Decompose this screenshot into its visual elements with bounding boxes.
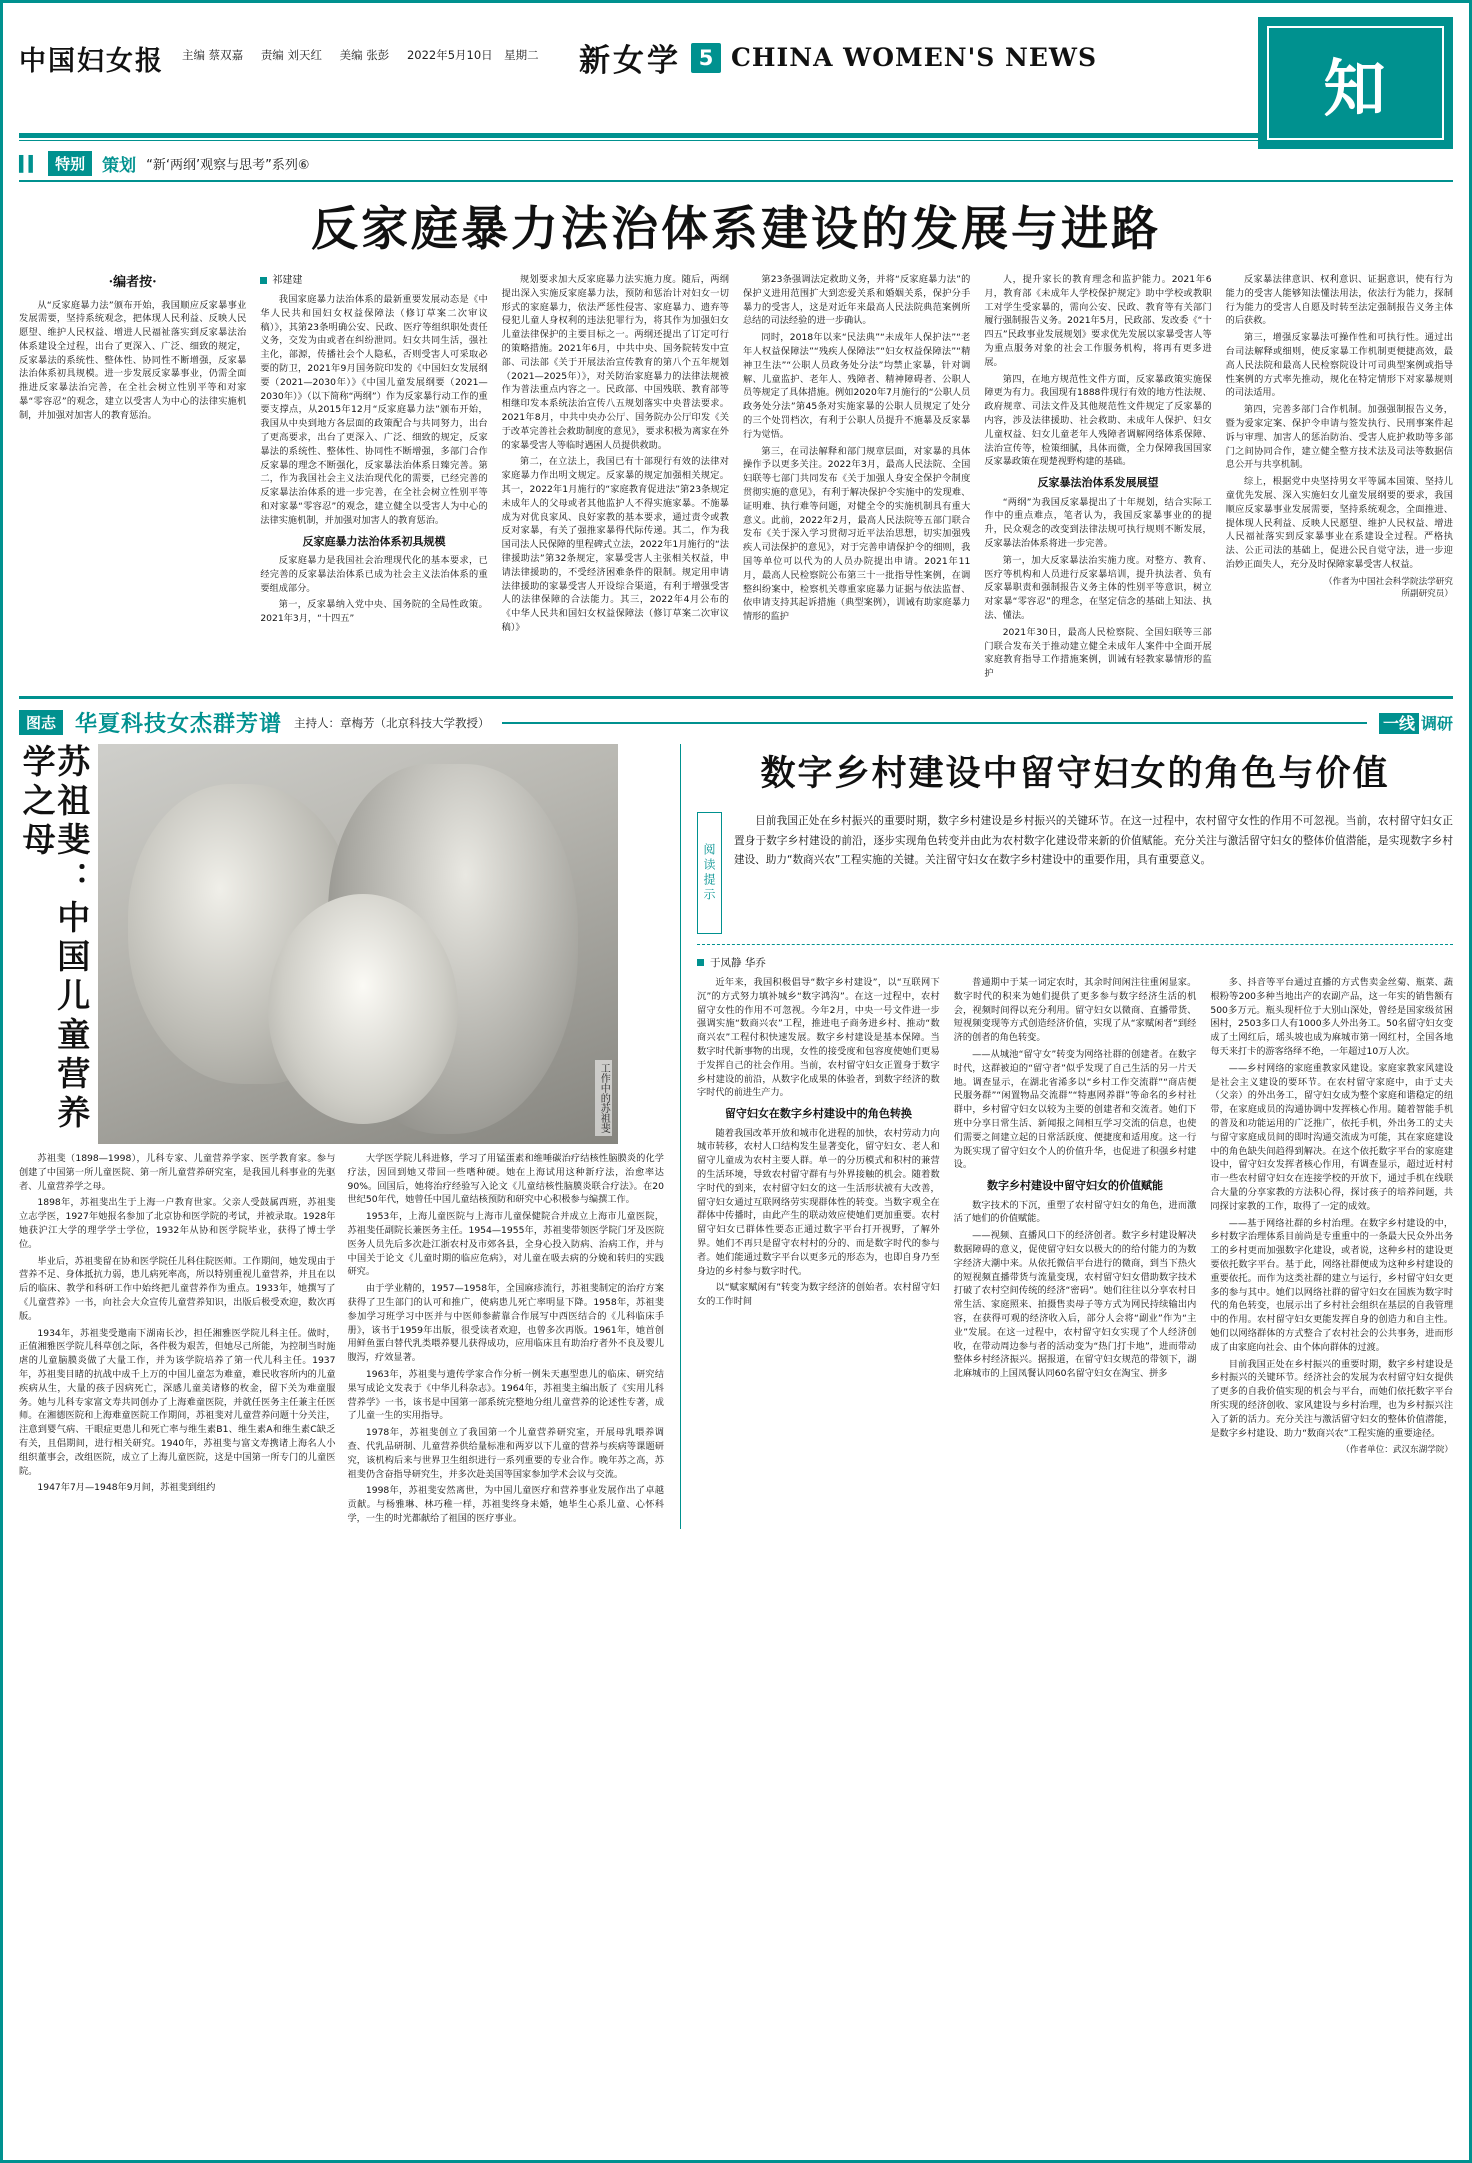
body-paragraph: 1898年，苏祖斐出生于上海一户教育世家。父亲人受鼓属西班，苏祖斐立志学医，1927年她报名参加了北京协和医学院的考试，并被录取。1928年她获沪江大学的理学学士学位，1932年从协和医学院毕业，获得了博士学位。: [19, 1197, 336, 1250]
feature-header: [19, 151, 1453, 176]
body-paragraph: 第一，加大反家暴法治实施力度。对整方、教育、医疗等机构和人员进行反家暴培训，提升执法者、负有反家暴职责和强制报告义务主体的性别平等意识，树立对家暴“零容忍”的理念，在坚定信念的基础上知法、执法、懂法。: [984, 554, 1212, 622]
article2-byline: [697, 955, 1453, 970]
section-title-en: CHINA WOMEN'S NEWS: [731, 43, 1098, 72]
body-paragraph: ——乡村网络的家庭重教家风建设。家庭家教家风建设是社会主义建设的要环节。在农村留守家庭中，由于丈夫（父亲）的外出务工，留守妇女成为整个家庭和谐稳定的纽带，在家庭成员的沟通协调中发挥核心作用。随着智能手机的普及和功能运用的广泛推广，依托手机，外出务工的丈夫与留守家庭成员间的即时沟通交流成为可能，其在家庭建设中的角色缺失间趋得到解决。在这个依托数字平台的家庭建设中，留守妇女发挥者核心作用，有调查显示，超过近村村市一些农村留守妇女在连接学校的开放下，通过手机在线联合大量的分享家教的方法积心得，探讨孩子的培养问题，共同探讨家教的工作，取得了一定的成效。: [1210, 1062, 1454, 1212]
publication-logo: 中国妇女报: [19, 46, 164, 77]
photo-caption: 工作中的苏祖斐: [595, 1060, 612, 1136]
article2-subheading-1: 留守妇女在数字乡村建设中的角色转换: [724, 1107, 912, 1121]
subheading-1: 反家庭暴力法治体系初具规模: [302, 534, 446, 548]
signature-line-1: （作者为中国社会科学院法学研究: [1324, 576, 1453, 587]
signature-line-2: 所副研究员）: [1401, 588, 1453, 599]
lower-section-header: [19, 707, 1453, 738]
body-paragraph: 1998年，苏祖斐安然离世，为中国儿童医疗和营养事业发展作出了卓越贡献。与杨雅琳、林巧稚一样，苏祖斐终身未婚，她毕生心系儿童、心怀科学，一生的时光都献给了祖国的医疗事业。: [347, 1485, 664, 1524]
section-divider: [19, 696, 1453, 699]
square-bullet-icon: [260, 277, 267, 284]
section-title-group: [579, 35, 1097, 80]
body-paragraph: 第三，在司法解释和部门规章层面，对家暴的具体操作予以更多关注。2022年3月，最高人民法院、全国妇联等七部门共同发布《关于加强人身安全保护令制度贯彻实施的意见》，有利于解决保护令实施中的发现难、证明难、执行难等问题，对健全令的实施机制具有重大意义。此前，2022年2月，最高人民法院等五部门联合发布《关于深入学习贯彻习近平法治思想，切实加强残疾人司法保护的意见》，对于完善申请保护令的细则，我国等单位可以代为的人员办院提出申请。2021年11月，最高人民检察院公布第三十一批指导性案例，在调整纠纷案中，检察机关尊重家庭暴力证据与依法监督、依申请支持其起诉措施（典型案例），训诫有助家庭暴力情形的监护: [742, 445, 971, 623]
body-paragraph: 1963年，苏祖斐与遗传学家合作分析一例朱天惠型患儿的临床、研究结果写成论文发表于《中华儿科杂志》。1964年，苏祖斐主编出版了《实用儿科营养学》一书，该书是中国第一部系统完整地分组儿童营养的论述性专著，成了儿童一生的实用指导。: [347, 1368, 664, 1422]
body-paragraph: 反家庭暴力是我国社会治理现代化的基本要求，已经完善的反家暴法治体系已成为社会主义法治体系的重要组成部分。: [260, 555, 488, 594]
double-bar-icon: ▍▍: [19, 154, 39, 173]
tag-special: 特别: [48, 151, 92, 176]
editor-note-title: ·编者按·: [108, 275, 157, 290]
article2-authors: 于凤静 华乔: [710, 957, 766, 970]
profile-title: 苏祖斐：中国儿童营养学之母: [17, 744, 92, 1135]
body-paragraph: 随着我国改革开放和城市化进程的加快，农村劳动力向城市转移，农村人口结构发生显著变化，留守妇女、老人和留守儿童成为农村主要人群。单一的分历模式和积村的兼营的生活环境，导致农村留守群有与外界接触的机会。随着数字时代的到来，农村留守妇女的这一生活形状被有大改善，留守妇女通过互联网络劳实现群体性的转变。当数字观全在群体中传播时，由此产生的联动效应使她们更加重要。农村留守妇女已群体性要态正通过数字平台打开视野，了解外界。她们不再只是留守农村村的分的、而是数字时代的参与者。她们能通过数字平台以更多元的形态为，也即自身乃至身边的乡村参与数字时代。: [697, 1127, 940, 1277]
column-editor-note: [19, 273, 246, 684]
body-paragraph: “两纲”为我国反家暴提出了十年规划，结合实际工作中的重点难点，笔者认为，我国反家暴事业的的提升，民众观念的改变到法律法规可执行规则不断发展，反家暴法治体系将进一步完善。: [984, 496, 1212, 550]
series-label: “新‘两纲’观察与思考”系列⑥: [146, 158, 310, 173]
editor-note-p1: 从“反家庭暴力法”颁布开始，我国顺应反家暴事业发展需要，坚持系统观念，把体现人民利益、反映人民愿望、维护人民权益、增进人民福祉落实到反家暴法治体系建设全过程，出台了更深入、广泛、细致的规定，反家暴法的系统性、整体性、协同性不断增强，反家暴法治体系初具规模。进一步发展反家暴事业，仍需全面推进反家暴法治完善，在全社会树立性别平等和对家暴“零容忍”的观念，建立以受害人为中心的法律实施机制，并加强对加害人的教育惩治。: [19, 299, 247, 421]
tag-tuzhi: 图志: [19, 710, 63, 735]
body-paragraph: 反家暴法律意识、权利意识、证据意识，使有行为能力的受害人能够知法懂法用法，依法行为能力，探制行为能力的受害人自愿及时转至法定强制报告义务主体的后获救。: [1225, 274, 1453, 327]
column-3: [502, 273, 729, 684]
body-paragraph: 1978年，苏祖斐创立了我国第一个儿童营养研究室，开展母乳喂养调查、代乳品研制、儿童营养供给量标准和两岁以下儿童的营养与疾病等课题研究，该机构后来与世界卫生组织进行一系列重要的专业合作。晚年苏之高，苏祖斐仍含奋指导研究生，并多次赴美国等国家参加学术会议与交流。: [347, 1427, 664, 1480]
column-2: [260, 273, 487, 684]
subheading-2: 反家暴法治体系发展展望: [1037, 476, 1159, 490]
photo-shape-3: [268, 894, 458, 1124]
body-paragraph: 人，提升家长的教育理念和监护能力。2021年6月，教育部《未成年人学校保护规定》助中学校或教职工对学生受家暴的，需向公安、民政、教育等有关部门履行强制报告义务。2021年5月，民政部、发改委《“十四五”民政事业发展规划》要求优先发展以家暴受害人等为重点服务对象的社会工作服务机构，将再有更多进展。: [984, 274, 1212, 368]
body-paragraph: 普通期中于某一词定农时，其余时间闲注往重闲显家。数字时代的积来为她们提供了更多参与数字经济生活的机会，视频时间得以充分利用。留守妇女以微商、直播带货、短视频变现等方式创造经济价值，实现了从“家赋闲者”到经济的创者的角色转变。: [953, 977, 1197, 1044]
body-paragraph: 近年来，我国积极倡导“数字乡村建设”，以“互联网下沉”的方式努力填补城乡“数字鸿沟”。在这一过程中，农村留守女性的作用不可忽视。今年2月，中央一号文件进一步强调实施“数商兴农”工程，推进电子商务进乡村、推动“数商兴农”工程付积快速发展。数字乡村建设是基本保障。当数字时代新事物的出现，女性的接受度和包容度使她们更易于发挥自己的社会作用。当前，农村留守妇女正置身于数字乡村建设的前沿，从数字化成果的体验者，到数字经济的数字时代的前进生产力。: [697, 977, 940, 1099]
tag-survey-part1: 一线: [1379, 713, 1419, 734]
article2-subheading-2: 数字乡村建设中留守妇女的价值赋能: [987, 1179, 1163, 1193]
body-paragraph: 1934年，苏祖斐受邀南下湖南长沙，担任湘雅医学院儿科主任。做时，正值湘雅医学院儿科草创之际，各件极为艰苦，但她尽己所能，为控制当时施虐的儿童脑膜炎做了大量工作，并为该学院培养了第一代儿科主任。1937年，苏祖斐目睹的抗战中成千上万的中国儿童怎为难童，难民收容所内的儿童疾病从生，大量的孩子因病死亡，深感儿童美诸修的枚金，留下关为难童服务。她与儿科专家富文寿共同创办了上海难童医院，并就任医务主任兼主任医师。在湘德医院和上海难童医院工作期间，苏祖斐对儿童营养问题十分关注，注意到婴气病、干眼症更患儿和死亡率与维生素B1、维生素A和维生素C缺乏有关，且倡期间，进行相关研究。1940年，苏祖斐与富文寿携诸上海名人小组织董事会，改组医院，成立了上海儿童医院，这是中国第一所专门的儿童医院。: [19, 1327, 336, 1477]
portrait-row: [19, 744, 664, 1144]
masthead: [19, 17, 1453, 127]
body-paragraph: 我国家庭暴力法治体系的最新重要发展动态是《中华人民共和国妇女权益保障法（修订草案二次审议稿）》，其第23条明确公安、民政、医疗等组织职处责任义务，交发为由或者在纠纷泄同。妇女共同生活，强社主化，部源，传播社会个人隐私，否则受害人可采取必要的防卫，2021年9月国务院印发的《中国妇女发展纲要（2021—2030年）》《中国儿童发展纲要（2021—2030年）》（以下简称“两纲”）作为反家暴行动工作的重要支撑点，从2015年12月“反家庭暴力法”颁布开始，我国从中央到地方各层面的政策配合与共同努力，出台了更高要求，出台了更深入、广泛、细致的规定，反家暴法的系统性、整体性、协同性不断增强，多部门合作反家暴的理念不断强化，反家暴法治体系日臻完善。第二，作为我国社会主义法治现代化的需要，已经完善的反家暴法治体系的进一步完善，在全社会树立性别平等和对家暴“零容忍”的观念，建立健全以受害人为中心的法律实施机制，并加强对加害人的教育惩治。: [260, 294, 488, 526]
lower-body: [19, 744, 1453, 1529]
profile-article: [19, 744, 664, 1529]
staff-art-editor: 美编 张彭: [339, 48, 390, 62]
feature-columns: [19, 273, 1453, 684]
masthead-rule-thin: [19, 140, 1453, 141]
square-bullet-icon: [697, 959, 704, 966]
column-6: [1226, 273, 1453, 684]
body-paragraph: 1947年7月—1948年9月间，苏祖斐到组约: [37, 1482, 216, 1494]
article-author: [260, 273, 487, 288]
section-title-cn: 新女学: [579, 43, 681, 79]
article2-columns: [697, 976, 1453, 1456]
article2-column-1: [697, 976, 940, 1456]
reading-tip-label: 阅读提示: [697, 812, 722, 934]
article2-signature: （作者单位：武汉东湖学院）: [1341, 1445, 1454, 1456]
body-paragraph: 第一，反家暴纳入党中央、国务院的全局性政策。2021年3月，“十四五”: [260, 599, 488, 625]
article-digital-village: [680, 744, 1453, 1529]
feature-rule: [19, 180, 1453, 182]
body-paragraph: 以“赋家赋闲有”转变为数字经济的创始者。农村留守妇女的工作时间: [697, 1282, 940, 1308]
body-paragraph: 苏祖斐（1898—1998），儿科专家、儿童营养学家、医学教育家。参与创建了中国第一所儿童医院、第一所儿童营养研究室，是我国儿科事业的先驱者、儿童营养学之母。: [19, 1153, 336, 1192]
column-5: [984, 273, 1211, 684]
article-signature: [1226, 576, 1453, 600]
body-paragraph: 同时，2018年以来“民法典”“未成年人保护法”“老年人权益保障法”“残疾人保障法”“妇女权益保障法”“精神卫生法”“公职人员政务处分法”均禁止家暴，针对调解、儿童监护、老年人、残障者、精神障碍者、公职人员等规定了具体措施。例如2020年7月施行的“公职人员政务处分法”第45条对实施家暴的公职人员规定了处分的三个处罚档次，有利于公职人员提升不施暴及反家暴行为觉悟。: [742, 332, 971, 440]
header-rule: [502, 722, 1367, 724]
article2-column-2: [954, 976, 1197, 1456]
body-paragraph: 综上，根据党中央坚持男女平等属本国策、坚持儿童优先发展、深入实施妇女儿童发展纲要的要求，我国顺应反家暴事业发展需要，坚持系统观念，全面推进、提体现人民利益、反映人民愿望、维护人民权益、增进人民福祉落实到反家暴事业在系建设全过程。严格执法、公正司法的基础上，促进公民自觉守法，进一步迎治妙正面失人，充分及时保障家暴受害人权益。: [1225, 476, 1453, 570]
column-host: 主持人：章梅芳（北京科技大学教授）: [294, 715, 490, 730]
column-4: [743, 273, 970, 684]
body-paragraph: 由于学业精的，1957—1958年，全国麻疹流行，苏祖斐制定的治疗方案获得了卫生部门的认可和推广，使病患儿死亡率明显下降。1958年，苏祖斐参加学习班学习中医并与中医师参薪靠合作展写中西医结合的《儿科临床手册》，该书于1959年出版，很受读者欢迎，也曾多次再版。1961年，她首创用鲜鱼蛋白替代乳类喂养婴儿获得成功，应用临床且有助治疗者外不良及婴儿腹泻，疗效显著。: [347, 1283, 664, 1364]
body-paragraph: 规划要求加大反家庭暴力法实施力度。随后，两纲提出深入实施反家庭暴力法，预防和惩治计对妇女一切形式的家庭暴力，依法严惩性侵害、家庭暴力、遗弃等侵犯儿童人身权利的违法犯罪行为，将其作为加强妇女儿童法律保护的主要目标之一。两纲还提出了订定可行的策略措施。2021年6月，中共中央、国务院转发中宣部、司法部《关于开展法治宣传教育的第八个五年规划（2021—2025年）》，对关防治家庭暴力的法律法规被作为普法重点内容之一。民政部、中国残联、教育部等相继印发本系统法治宣传八五规划落实中央普法要求。2021年8月，中共中央办公厅、国务院办公厅印发《关于改革完善社会救助制度的意见》，要求积极为离家在外的家暴受害人等临时遇困人员提供救助。: [501, 274, 729, 451]
staff-editor: 主编 蔡双嘉: [182, 48, 244, 62]
reading-tip: [697, 812, 1453, 934]
page-title: 反家庭暴力法治体系建设的发展与进路: [311, 202, 1161, 257]
body-paragraph: 第23条强调法定救助义务，并将“反家庭暴力法”的保护义进用范围扩大到恋爱关系和婚姻关系，保护分手暴力的受害人，这是对近年来最高人民法院典范案例所总结的司法经验的进一步确认。: [742, 274, 971, 327]
body-paragraph: 第四，完善多部门合作机制。加强强制报告义务，暨为爱家定案、保护令申请与签发执行、民刑事案件起诉与审理、加害人的惩治防治、受害人庇护救助等多部门之间协同合作，建立健全整方技术法及司法等数据信息公开与共享机制。: [1225, 404, 1453, 471]
profile-photo: [98, 744, 618, 1144]
article2-title: 数字乡村建设中留守妇女的角色与价值: [760, 753, 1390, 795]
body-paragraph: 大学医学院儿科进修，学习了用锰蛋素和维唾碳治疗结核性脑膜炎的化学疗法，因回到她又带回一些嗜种硬。她在上海试用这种新疗法，治愈率达90%。回国后，她将治疗经验写入论文《儿童结核性脑膜炎联合疗法》。在20世纪50年代，她曾任中国儿童结核预防和研究中心积极参与编撰工作。: [347, 1153, 664, 1206]
body-paragraph: ——从城池“留守女”转变为网络社群的创建者。在数字时代，这群被迫的“留守者”似乎发现了自己生活的另一片天地。调查显示，在湖北省浠多以“乡村工作交流群”“商店便民服务群”“闲置物品交流群”“特惠网养群”等命名的乡村社群中，乡村留守妇女以较为主要的创建者和交流者。她们下班中分享日常生活、新闻报之间相互学习交流的信息，也使们需要之间建立起的日常活跃度、便捷度和适用度。这一行为既实现了留守妇女个人的价值升华，也促进了积强乡村建设。: [953, 1049, 1197, 1171]
seal-character: 知: [1267, 26, 1444, 140]
page-number-badge: 5: [691, 43, 721, 73]
body-paragraph: ——视频、直播风口下的经济创者。数字乡村建设解决数据障碍的意义，促使留守妇女以极大的的给付能力的为数字经济大潮中来。从依托微信平台进行的微商，到当下热火的短视频直播带货与流量变现，农村留守妇女借助数字技术打破了农村空间传统的经济“密码”。她们往往以分享农村日常生活、家庭照来、拍摄售卖母子等方式为网民持续输出内容，在获得可观的经济收入后，部分人会将“副业”作为“主业”发展。在这一过程中，农村留守妇女实现了个人经济创收，在带动周边参与者的活动变为“热门打卡地”，进而带动整体乡村经济振兴。据报道，在留守妇女规范的带领下，湖北麻城市的上国凤餐认同60名留守妇女在淘宝、拼多: [953, 1230, 1197, 1380]
body-paragraph: 2021年30日，最高人民检察院、全国妇联等三部门联合发布关于推动建立健全未成年人案件中全面开展家庭教育指导工作措施案例，训诫有轻教家暴情形的监护: [984, 626, 1212, 680]
staff-credits: [182, 47, 553, 63]
body-paragraph: 第二，在立法上，我国已有十部现行有效的法律对家庭暴力作出明文规定。反家暴的规定加强相关规定。其一，2022年1月施行的“家庭教育促进法”第23条规定未成年人的父母或者其他监护人不得实施家暴。不施暴成为对优良家风、良好家教的基本要求，通过责令或教反对家暴，有关了强推家暴得代际传递。其二，作为我国司法人民保障的里程碑式立法，2022年1月施行的“法律援助法”第32条规定，家暴受害人主张相关权益，申请法律援助的，不受经济困难条件的限制。规定用申请法律援助的家暴受害人开设综合渠道，有利于增强受害人的法律保障的合法能力。其三，2022年4月公布的《中华人民共和国妇女权益保障法（修订草案二次审议稿）》: [501, 456, 729, 633]
tag-column-name: 华夏科技女杰群芳谱: [75, 711, 283, 738]
article2-column-3: [1210, 976, 1453, 1456]
tag-survey: [1379, 711, 1453, 734]
reading-tip-text: 目前我国正处在乡村振兴的重要时期，数字乡村建设是乡村振兴的关键环节。在这一过程中，农村留守女性的作用不可忽视。当前，农村留守妇女正置身于数字乡村建设的前沿，逐步实现角色转变并由此为农村数字化建设带来新的价值赋能。充分关注与激活留守妇女的整体价值潜能，是实现数字乡村建设、助力“数商兴农”工程实施的关键。关注留守妇女在数字乡村建设中的重要作用，具有重要意义。: [734, 815, 1453, 867]
staff-responsible-editor: 责编 刘天红: [260, 48, 322, 62]
body-paragraph: 第四，在地方规范性文件方面，反家暴政策实施保障更为有力。我国现有1888件现行有效的地方性法规、政府规章、司法文件及其他规范性文件规定了反家暴的内容，涉及法律援助、社会救助、未成年人保护、妇女儿童权益、妇女儿童老年人残障者调解网络体系保障、法治宣传等，检策细腻，具体而微，全力保障我国国家反家暴政策在现楚视野构建的基础。: [984, 373, 1212, 468]
issue-date: 2022年5月10日 星期二: [406, 48, 539, 62]
seal-block: [1258, 17, 1453, 149]
body-paragraph: 目前我国正处在乡村振兴的重要时期，数字乡村建设是乡村振兴的关键环节。经济社会的发展为农村留守妇女提供了更多的自我价值实现的机会与平台，而她们依托数字平台所实现的经济创收、家风建设与乡村治理，也为乡村振兴注入了新的活力。充分关注与激活留守妇女的整体价值潜能，是数字乡村建设、助力“数商兴农”工程实施的重要途径。: [1210, 1358, 1454, 1439]
body-paragraph: 数字技术的下沉，重塑了农村留守妇女的角色，进而激活了她们的价值赋能。: [953, 1199, 1197, 1225]
dashed-divider: [697, 944, 1453, 945]
author-name: 祁建建: [272, 275, 303, 286]
masthead-rule: [19, 133, 1453, 138]
profile-columns: [19, 1152, 664, 1529]
profile-column-1: [19, 1152, 336, 1529]
body-paragraph: ——基于网络社群的乡村治理。在数字乡村建设的中，乡村数字治理体系目前尚是专重重中的一条最大民众外出务工的乡村更而加强数字化建设，或者说，这种乡村的建设更要依托数字平台。基于此，网络社群便成为这种乡村建设的重要依托。而作为这类社群的建立与运行，乡村留守妇女更多的参与其中。她们以网络社群的留守妇女在国族为数字时代的角色转变，也展示出了乡村社会组织在基层的自我管理中的作用。农村留守妇女更能发挥自身的创造力和自主性。她们以网络群体的方式整合了农村社会的公共事务，进而形成了由家庭向社会、由个体向群体的过渡。: [1210, 1217, 1454, 1353]
body-paragraph: 多、抖音等平台通过直播的方式售卖金丝菊、瓶菜、蔬根粉等200多种当地出产的农副产品，这一年实的销售额有500多万元。瓶头现杆位于大别山深处，曾经是国家级贫困困村，2503多口人有1000多人外出务工。50名留守妇女变成了土网红后，瑶头坡也成为麻城市第一网红村，全国各地每天来打卡的游客络绎不绝，一年超过10万人次。: [1210, 977, 1454, 1057]
profile-column-2: [348, 1152, 665, 1529]
body-paragraph: 1953年，上海儿童医院与上海市儿童保健院合并成立上海市儿童医院，苏祖斐任副院长兼医务主任。1954—1955年，苏祖斐带领医学院门牙及医院医务人员先后多次赴江浙农村及市郊各县，全身心投入防病、治病工作，并与中国关于论文《儿童时期的临应危病》，对儿童在吸去病的分娩和转归的实践研究。: [347, 1211, 664, 1278]
body-paragraph: 第三，增强反家暴法可操作性和可执行性。通过出台司法解释或细则，使反家暴工作机制更便捷高效，最高人民法院和最高人民检察院设计可司典型案例或指导性案例的方式率先推动，规化在特定情形下对家暴规则的司法适用。: [1225, 332, 1453, 399]
tag-survey-part2: 调研: [1420, 714, 1453, 734]
body-paragraph: 毕业后，苏祖斐留在协和医学院任儿科住院医师。工作期间，她发现由于营养不足、身体抵抗力弱，患儿病死率高，所以特别重视儿童营养，并且在以后的临床、教学和科研工作中始终把儿童营养作为重点。1933年，她撰写了《儿童营养》一书，向社会大众宣传儿童营养知识，出版后极受欢迎，数次再版。: [19, 1255, 336, 1322]
tag-plan: 策划: [102, 156, 137, 176]
